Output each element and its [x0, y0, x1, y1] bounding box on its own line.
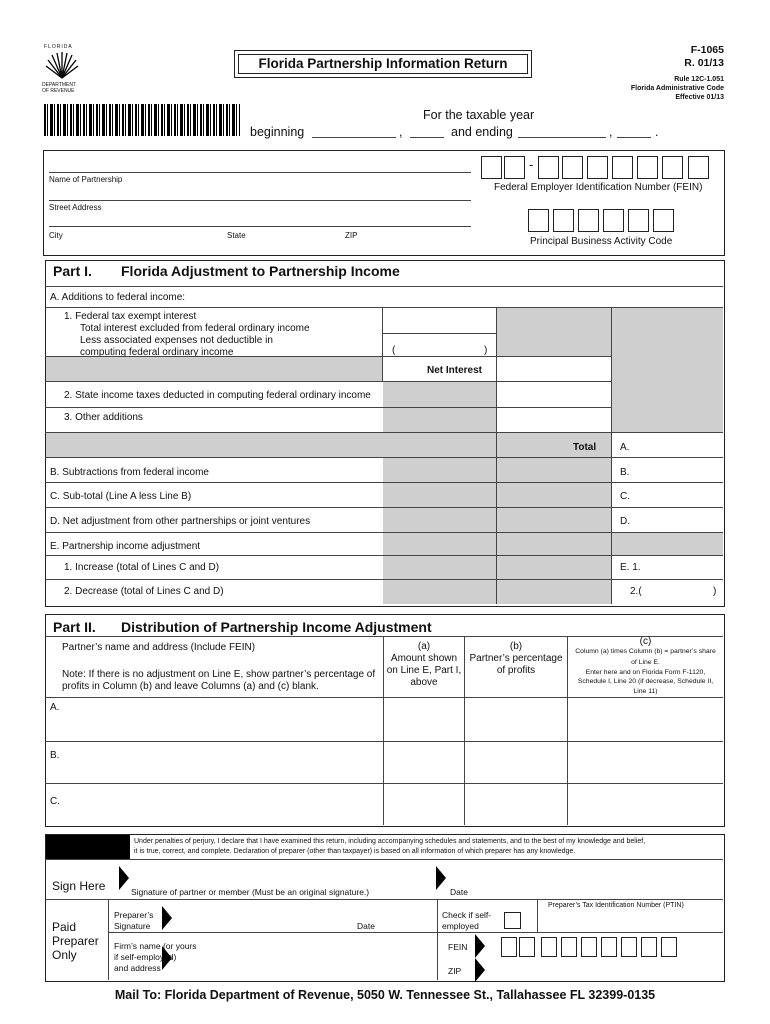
- row-a-letter: A.: [50, 702, 60, 713]
- fein-label-prep: FEIN: [448, 942, 468, 952]
- line1-text-b: Total interest excluded from federal ordinary income: [80, 323, 310, 334]
- sign-arrow-icon: [119, 866, 129, 890]
- table-row[interactable]: [46, 742, 383, 783]
- line2-text: 2. State income taxes deducted in computing federal ordinary income: [64, 390, 371, 401]
- line1-text-d: computing federal ordinary income: [80, 347, 234, 358]
- fein-digit-4[interactable]: [562, 156, 583, 179]
- total-interest-field[interactable]: [383, 309, 495, 332]
- preparer-signature-label: Preparer’s Signature: [114, 910, 154, 931]
- gray-mid-lower: [497, 458, 612, 604]
- fein-digit-3[interactable]: [538, 156, 559, 179]
- zip-arrow-icon: [475, 958, 485, 982]
- admin-code-text: Florida Administrative Code: [630, 85, 724, 92]
- ptin-label: Preparer’s Tax Identification Number (PTIN): [548, 902, 684, 909]
- col-b-header: (b) Partner’s percentage of profits: [469, 641, 563, 676]
- fein-arrow-icon: [475, 934, 485, 958]
- mail-to-address: Mail To: Florida Department of Revenue, 5050 W. Tennessee St., Tallahassee FL 32399-0135: [114, 988, 656, 1002]
- pbac-digit-4[interactable]: [603, 209, 624, 232]
- dor-logo: [40, 44, 82, 96]
- fein-digit-1[interactable]: [481, 156, 502, 179]
- preparer-signature-field[interactable]: [175, 901, 435, 931]
- ptin-field[interactable]: [538, 910, 722, 931]
- line-e2-letter: 2.(: [630, 586, 642, 597]
- form-title: [234, 50, 532, 78]
- prep-sig-arrow-icon: [162, 906, 172, 930]
- part2-label: Part II.: [53, 619, 96, 635]
- sign-here-label: Sign Here: [52, 879, 106, 893]
- preparer-date-label: Date: [357, 921, 375, 931]
- beginning-label: beginning: [250, 125, 305, 139]
- date-arrow-icon: [436, 866, 446, 890]
- part2-title: Distribution of Partnership Income Adjustment: [121, 619, 432, 635]
- line-e-text: E. Partnership income adjustment: [50, 541, 201, 552]
- line-c-letter: C.: [620, 491, 630, 502]
- pbac-digit-3[interactable]: [578, 209, 599, 232]
- row-c-letter: C.: [50, 796, 60, 807]
- perjury-black-bar: [46, 835, 130, 859]
- pbac-digit-6[interactable]: [653, 209, 674, 232]
- table-row[interactable]: [46, 698, 383, 741]
- gray-row-net: [46, 357, 382, 382]
- table-row[interactable]: [46, 784, 383, 824]
- line-e1-letter: E. 1.: [620, 562, 641, 573]
- line1-text-a: 1. Federal tax exempt interest: [64, 311, 197, 322]
- fein-digit-9[interactable]: [688, 156, 709, 179]
- prep-fein-digit-4[interactable]: [561, 937, 577, 957]
- prep-fein-digit-9[interactable]: [661, 937, 677, 957]
- perjury-text-1: Under penalties of perjury, I declare that I have examined this return, including accompanying schedules and statements, and to the best of my knowledge and belief,: [134, 838, 646, 845]
- sign-date-label: Date: [450, 887, 468, 897]
- pbac-digit-1[interactable]: [528, 209, 549, 232]
- line-d-text: D. Net adjustment from other partnerships or joint ventures: [50, 516, 311, 527]
- net-interest-label: Net Interest: [427, 365, 483, 376]
- logo-of-text: OF REVENUE: [42, 88, 75, 94]
- prep-zip-field[interactable]: [490, 958, 722, 979]
- rule-text: Rule 12C-1.051: [674, 76, 724, 83]
- and-ending-label: and ending: [451, 125, 513, 139]
- city-label: City: [49, 231, 63, 240]
- prep-fein-digit-6[interactable]: [601, 937, 617, 957]
- form-number: F-1065: [690, 44, 724, 56]
- line3-field[interactable]: [497, 408, 610, 432]
- fein-dash: -: [529, 157, 534, 172]
- line-e2-text: 2. Decrease (total of Lines C and D): [64, 586, 224, 597]
- line-c-text: C. Sub-total (Line A less Line B): [50, 491, 192, 502]
- line-e1-field[interactable]: [612, 556, 722, 579]
- self-employed-checkbox[interactable]: [504, 912, 521, 929]
- prep-fein-digit-2[interactable]: [519, 937, 535, 957]
- form-title-text: Florida Partnership Information Return: [258, 56, 508, 71]
- additions-label: A. Additions to federal income:: [50, 292, 186, 303]
- state-label: State: [227, 231, 246, 240]
- firm-name-field[interactable]: [175, 933, 435, 979]
- line-e2-close: ): [713, 586, 717, 597]
- perjury-text-2: it is true, correct, and complete. Declaration of preparer (other than taxpayer) is based on all information of which preparer has any knowledge.: [134, 848, 576, 855]
- fein-digit-2[interactable]: [504, 156, 525, 179]
- partner-col-header: Partner’s name and address (Include FEIN): [62, 642, 256, 653]
- fein-digit-8[interactable]: [662, 156, 683, 179]
- logo-state-text: FLORIDA: [44, 44, 73, 50]
- fein-digit-5[interactable]: [587, 156, 608, 179]
- line-e2-field[interactable]: [612, 580, 722, 603]
- total-a-letter: A.: [620, 442, 630, 453]
- prep-fein-digit-1[interactable]: [501, 937, 517, 957]
- col-c-header: (c) Column (a) times Column (b) = partner’s share of Line E. Enter here and on Florida Form F-1120, Schedule I, Line 20 (if decrease, Schedule II, Line 11): [575, 636, 716, 695]
- prep-fein-digit-8[interactable]: [641, 937, 657, 957]
- firm-arrow-icon: [162, 946, 172, 970]
- self-employed-label: Check if self- employed: [442, 910, 492, 931]
- effective-text: Effective 01/13: [675, 94, 724, 101]
- expenses-field[interactable]: [383, 334, 495, 356]
- name-field[interactable]: [49, 172, 471, 173]
- line-b-text: B. Subtractions from federal income: [50, 467, 209, 478]
- pbac-digit-5[interactable]: [628, 209, 649, 232]
- gray-col-mid: [496, 308, 611, 356]
- fein-digit-6[interactable]: [612, 156, 633, 179]
- begin-year-field[interactable]: [410, 137, 444, 138]
- row-b-letter: B.: [50, 750, 60, 761]
- name-label: Name of Partnership: [49, 175, 123, 184]
- part1-label: Part I.: [53, 263, 92, 279]
- net-interest-field[interactable]: [497, 357, 610, 381]
- line3-text: 3. Other additions: [64, 412, 143, 423]
- fein-label: Federal Employer Identification Number (FEIN): [494, 182, 703, 193]
- sunburst-icon: [44, 52, 80, 80]
- part2-note-1: Note: If there is no adjustment on Line E, show partner’s percentage of: [62, 669, 376, 680]
- line-e1-text: 1. Increase (total of Lines C and D): [64, 562, 220, 573]
- gray-col-right: [612, 308, 723, 433]
- line-b-field[interactable]: [612, 458, 722, 482]
- logo-dept-text: DEPARTMENT: [42, 82, 76, 88]
- pbac-digit-2[interactable]: [553, 209, 574, 232]
- pbac-label: Principal Business Activity Code: [530, 236, 673, 247]
- zip-label-prep: ZIP: [448, 966, 462, 976]
- end-date-field[interactable]: [518, 137, 606, 138]
- taxable-year-label: For the taxable year: [423, 108, 535, 122]
- form-revision: R. 01/13: [684, 57, 724, 69]
- paid-preparer-label: Paid Preparer Only: [52, 920, 99, 962]
- begin-date-field[interactable]: [312, 137, 396, 138]
- zip-label: ZIP: [345, 231, 358, 240]
- city-state-zip-field[interactable]: [49, 226, 471, 227]
- sign-date-field[interactable]: [448, 860, 722, 884]
- part1-title: Florida Adjustment to Partnership Income: [121, 263, 400, 279]
- col-a-header: (a) Amount shown on Line E, Part I, above: [386, 641, 462, 688]
- street-label: Street Address: [49, 203, 102, 212]
- line-d-letter: D.: [620, 516, 630, 527]
- line-c-field[interactable]: [612, 483, 722, 507]
- line-b-letter: B.: [620, 467, 630, 478]
- partner-signature-field[interactable]: [131, 860, 431, 884]
- part2-note-2: profits in Column (b) and leave Columns (a) and (c) blank.: [62, 681, 319, 692]
- total-label: Total: [573, 442, 597, 453]
- prep-fein-digit-7[interactable]: [621, 937, 637, 957]
- end-year-field[interactable]: [617, 137, 651, 138]
- street-field[interactable]: [49, 200, 471, 201]
- gray-col-left: [383, 382, 496, 604]
- prep-fein-digit-5[interactable]: [581, 937, 597, 957]
- firm-name-label: Firm’s name (or yours if self-employed) and address: [114, 941, 197, 973]
- gray-e-row: [612, 533, 723, 555]
- line-d-field[interactable]: [612, 508, 722, 532]
- signature-label: Signature of partner or member (Must be an original signature.): [131, 887, 370, 897]
- gray-row-total-left: [46, 433, 383, 458]
- barcode: [44, 104, 240, 136]
- line1-text-c: Less associated expenses not deductible in: [80, 335, 273, 346]
- total-a-field[interactable]: [612, 433, 722, 457]
- fein-digit-7[interactable]: [637, 156, 658, 179]
- prep-fein-digit-3[interactable]: [541, 937, 557, 957]
- line2-field[interactable]: [497, 382, 610, 407]
